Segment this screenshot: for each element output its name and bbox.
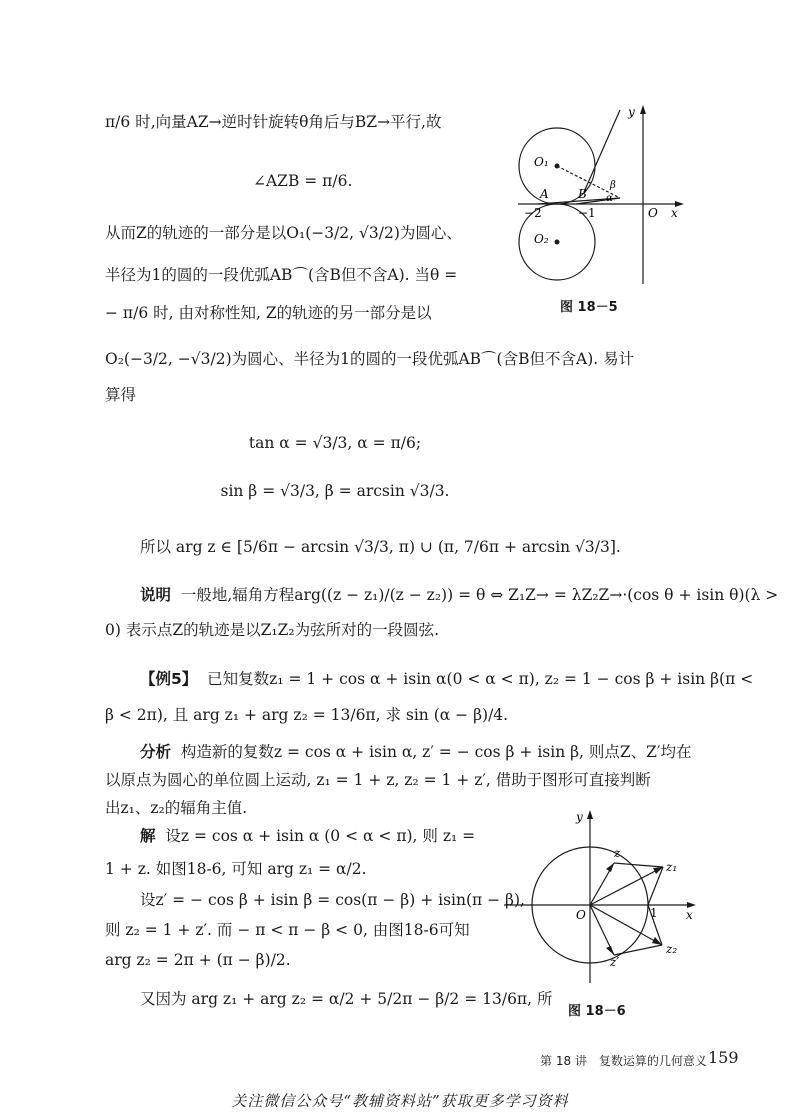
- solution-line: [140, 829, 475, 845]
- remark-heading: 说明: [140, 586, 172, 604]
- equation: ∠AZB = π/6.: [253, 172, 353, 190]
- label-o1: O₁: [534, 155, 549, 169]
- text-line: 算得: [105, 386, 137, 404]
- figure-caption: 图 18－5: [560, 300, 618, 315]
- edge-zp-z2: [614, 945, 662, 955]
- axis-label-x: x: [671, 206, 678, 220]
- figure-18-5: [518, 100, 690, 300]
- text-line: 设z′ = − cos β + isin β = cos(π − β) + isin(π − β),: [140, 891, 525, 909]
- equation: 所以 arg z ∈ [5/6π − arcsin √3/3, π) ∪ (π, 7/6π + arcsin √3/3].: [140, 538, 621, 556]
- tick-one: 1: [650, 906, 658, 920]
- remark-line: [140, 588, 778, 604]
- text-line: 则 z₂ = 1 + z′. 而 − π < π − β < 0, 由图18-6可知: [105, 921, 470, 939]
- label-z: z: [614, 846, 621, 860]
- label-z2: z₂: [666, 942, 678, 956]
- label-b: B: [578, 187, 587, 201]
- example-heading: 【例5】: [140, 670, 198, 688]
- solution-heading: 解: [140, 827, 156, 845]
- analysis-text: 构造新的复数z = cos α + isin α, z′ = − cos β + isin β, 则点Z、Z′均在: [180, 743, 692, 761]
- text-line: 以原点为圆心的单位圆上运动, z₁ = 1 + z, z₂ = 1 + z′, 借助于图形可直接判断: [105, 771, 651, 789]
- text-line: π/6 时,向量AZ→逆时针旋转θ角后与BZ→平行,故: [105, 113, 442, 131]
- label-zp: z′: [610, 955, 620, 969]
- label-alpha: α: [606, 193, 613, 204]
- analysis-heading: 分析: [140, 743, 172, 761]
- center-o1: [555, 164, 560, 169]
- watermark-text: 关注微信公众号“教辅资料站”获取更多学习资料: [231, 1092, 569, 1110]
- analysis-line: [140, 745, 691, 761]
- label-beta: β: [610, 180, 616, 191]
- label-a: A: [540, 187, 549, 201]
- axis-label-y: y: [628, 105, 635, 119]
- figure-18-6: [500, 805, 700, 990]
- edge-z-z1: [614, 863, 663, 867]
- origin-label: O: [648, 206, 658, 220]
- chapter-footer: 第 18 讲 复数运算的几何意义: [540, 1054, 707, 1068]
- text-line: 半径为1的圆的一段优弧AB⌒(含B但不含A). 当θ =: [105, 266, 458, 284]
- y-arrow: [640, 105, 646, 114]
- arrow-z: [606, 863, 614, 872]
- axis-label-x: x: [686, 908, 693, 922]
- center-o2: [555, 240, 560, 245]
- tick-neg2: −2: [524, 206, 542, 220]
- equation: sin β = √3/3, β = arcsin √3/3.: [220, 482, 450, 500]
- text-line: 出z₁、z₂的辐角主值.: [105, 799, 248, 817]
- text-line: β < 2π), 且 arg z₁ + arg z₂ = 13/6π, 求 sin (α − β)/4.: [105, 706, 509, 724]
- label-z1: z₁: [666, 860, 678, 874]
- text-line: − π/6 时, 由对称性知, Z的轨迹的另一部分是以: [105, 304, 432, 322]
- text-line: arg z₂ = 2π + (π − β)/2.: [105, 951, 291, 969]
- label-o2: O₂: [534, 232, 549, 246]
- text-line: 从而Z的轨迹的一部分是以O₁(−3/2, √3/2)为圆心、: [105, 224, 462, 242]
- text-line: 又因为 arg z₁ + arg z₂ = α/2 + 5/2π − β/2 = 13/6π, 所: [140, 990, 553, 1008]
- text-line: 0) 表示点Z的轨迹是以Z₁Z₂为弦所对的一段圆弦.: [105, 621, 440, 639]
- equation: tan α = √3/3, α = π/6;: [248, 434, 422, 452]
- solution-text: 设z = cos α + isin α (0 < α < π), 则 z₁ =: [165, 827, 476, 845]
- remark-text: 一般地,辐角方程arg((z − z₁)/(z − z₂)) = θ ⇔ Z₁Z→ = λZ₂Z→·(cos θ + isin θ)(λ >: [180, 586, 779, 604]
- tick-neg1: −1: [578, 206, 596, 220]
- origin-label: O: [576, 908, 586, 922]
- axis-label-y: y: [576, 810, 583, 824]
- text-line: 1 + z. 如图18-6, 可知 arg z₁ = α/2.: [105, 860, 367, 878]
- arrow-zp: [606, 946, 614, 955]
- page-number: 159: [708, 1048, 739, 1067]
- example-line: [140, 672, 753, 688]
- text-line: O₂(−3/2, −√3/2)为圆心、半径为1的圆的一段优弧AB⌒(含B但不含A). 易计: [105, 350, 635, 368]
- example-text: 已知复数z₁ = 1 + cos α + isin α(0 < α < π), z₂ = 1 − cos β + isin β(π <: [207, 670, 754, 688]
- figure-caption: 图 18－6: [568, 1004, 626, 1019]
- y-arrow: [587, 810, 593, 819]
